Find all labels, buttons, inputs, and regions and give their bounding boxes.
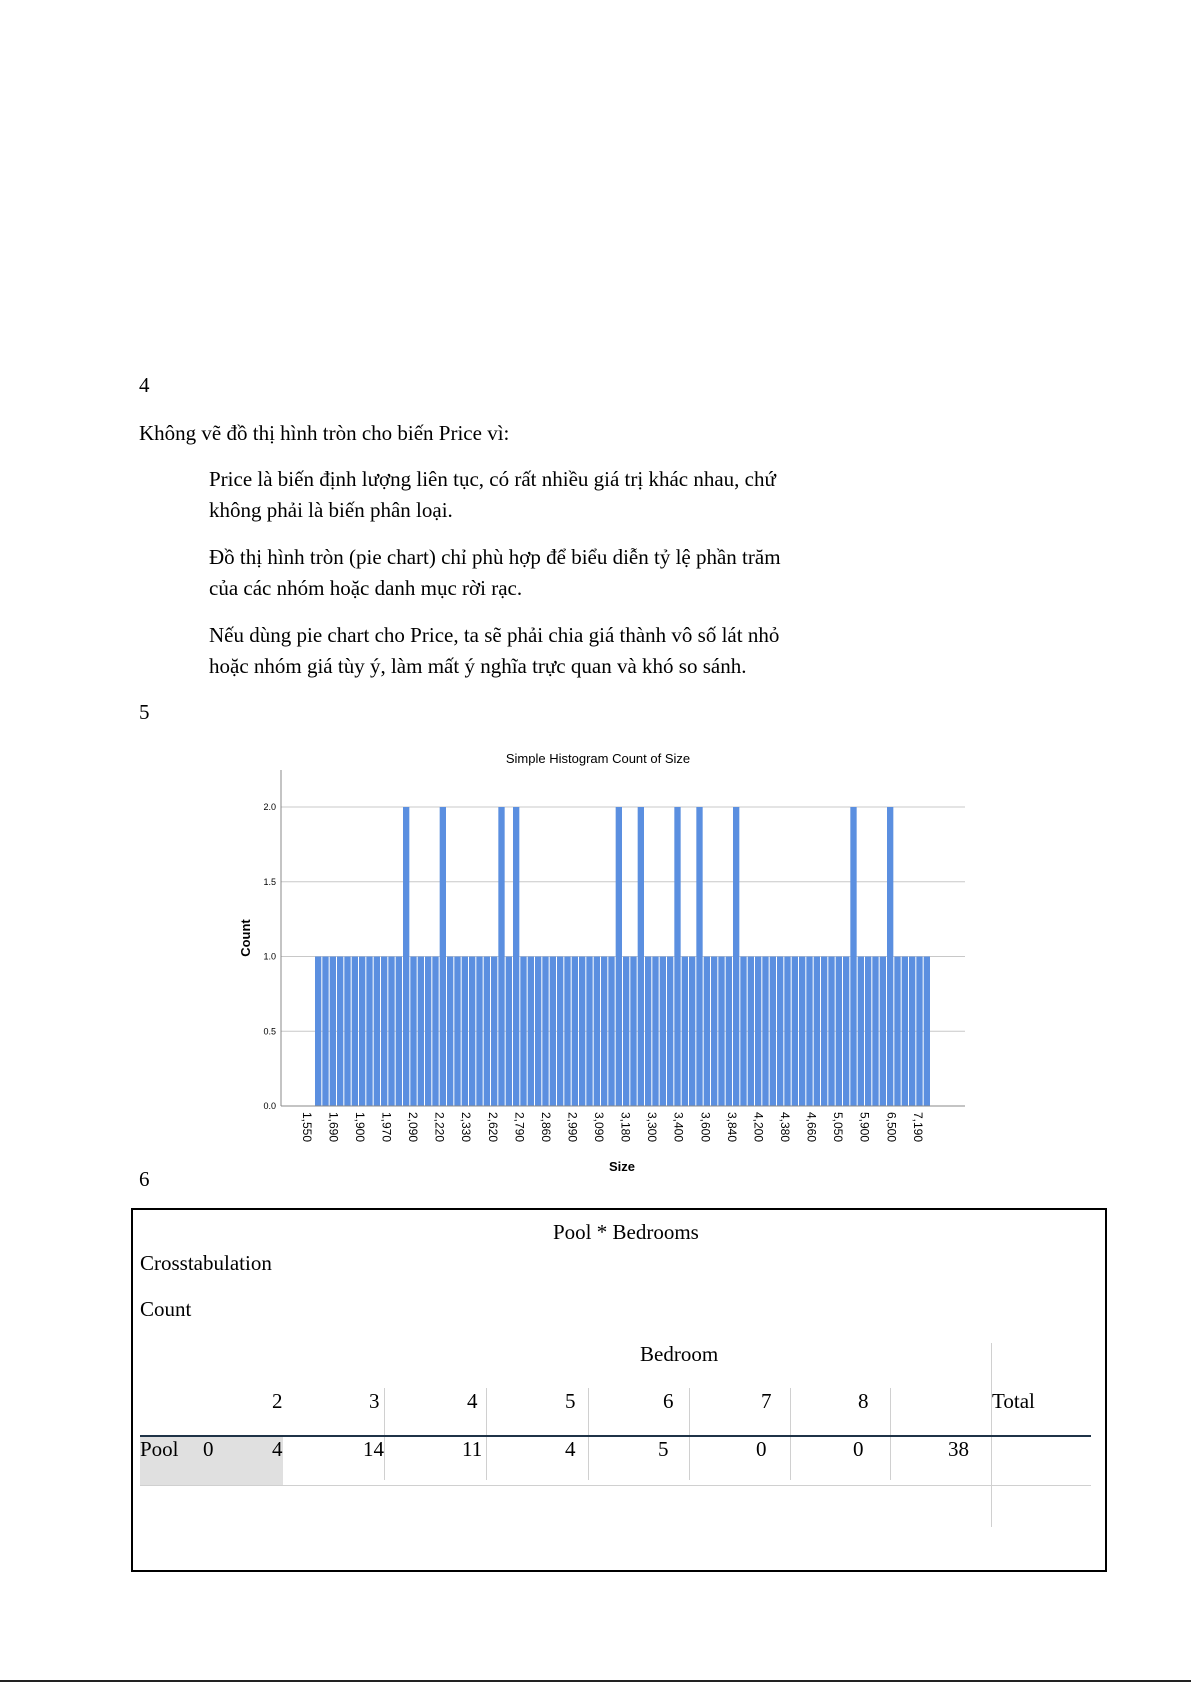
histogram-bar bbox=[322, 957, 328, 1107]
histogram-bar bbox=[887, 807, 893, 1106]
histogram-bar bbox=[645, 957, 651, 1107]
histogram-bar bbox=[608, 957, 614, 1107]
histogram-bar bbox=[689, 957, 695, 1107]
x-tick-label: 3,600 bbox=[698, 1112, 713, 1143]
histogram-bar bbox=[836, 957, 842, 1107]
crosstab-subtitle: Crosstabulation bbox=[140, 1251, 272, 1275]
page-bottom-edge bbox=[0, 1680, 1191, 1682]
histogram-chart bbox=[220, 740, 980, 1180]
column-header-7: 7 bbox=[761, 1389, 772, 1413]
bullet-3-line-2: hoặc nhóm giá tùy ý, làm mất ý nghĩa trực quan và khó so sánh. bbox=[209, 654, 747, 678]
x-tick-label: 7,190 bbox=[910, 1112, 925, 1143]
histogram-bar bbox=[924, 957, 930, 1107]
histogram-bar bbox=[410, 957, 416, 1107]
section-number-6: 6 bbox=[139, 1167, 150, 1191]
histogram-bar bbox=[374, 957, 380, 1107]
crosstab-title: Pool * Bedrooms bbox=[553, 1220, 699, 1244]
section-4-intro: Không vẽ đồ thị hình tròn cho biến Price vì: bbox=[139, 421, 510, 445]
crosstab-table bbox=[131, 1208, 1107, 1572]
histogram-bar bbox=[850, 807, 856, 1106]
histogram-bar bbox=[814, 957, 820, 1107]
histogram-bar bbox=[726, 957, 732, 1107]
histogram-bar bbox=[352, 957, 358, 1107]
x-tick-label: 4,660 bbox=[804, 1112, 819, 1143]
histogram-bar bbox=[843, 957, 849, 1107]
table-cell: 11 bbox=[462, 1437, 483, 1461]
x-tick-label: 2,860 bbox=[538, 1112, 553, 1143]
chart-title: Simple Histogram Count of Size bbox=[505, 751, 691, 766]
histogram-bar bbox=[762, 957, 768, 1107]
histogram-bar bbox=[586, 957, 592, 1107]
histogram-bar bbox=[454, 957, 460, 1107]
column-header-total: Total bbox=[992, 1389, 1035, 1413]
x-tick-label: 4,380 bbox=[778, 1112, 793, 1143]
histogram-bar bbox=[718, 957, 724, 1107]
histogram-bar bbox=[498, 807, 504, 1106]
histogram-bar bbox=[440, 807, 446, 1106]
x-tick-label: 2,990 bbox=[565, 1112, 580, 1143]
x-tick-label: 2,790 bbox=[512, 1112, 527, 1143]
row-rule bbox=[140, 1485, 1091, 1486]
histogram-bar bbox=[865, 957, 871, 1107]
column-divider bbox=[790, 1388, 791, 1480]
histogram-bar bbox=[366, 957, 372, 1107]
histogram-bar bbox=[447, 957, 453, 1107]
histogram-bar bbox=[601, 957, 607, 1107]
x-tick-label: 6,500 bbox=[884, 1112, 899, 1143]
bullet-3-line-1: Nếu dùng pie chart cho Price, ta sẽ phải chia giá thành vô số lát nhỏ bbox=[209, 623, 780, 647]
histogram-bar bbox=[902, 957, 908, 1107]
section-number-4: 4 bbox=[139, 373, 150, 397]
histogram-bar bbox=[564, 957, 570, 1107]
histogram-bar bbox=[696, 807, 702, 1106]
histogram-bar bbox=[667, 957, 673, 1107]
histogram-bar bbox=[476, 957, 482, 1107]
x-tick-label: 2,330 bbox=[459, 1112, 474, 1143]
histogram-bar bbox=[418, 957, 424, 1107]
histogram-bar bbox=[432, 957, 438, 1107]
histogram-bar bbox=[909, 957, 915, 1107]
y-tick-label: 1.5 bbox=[263, 876, 276, 887]
table-cell: 14 bbox=[363, 1437, 384, 1461]
histogram-bar bbox=[740, 957, 746, 1107]
x-tick-label: 3,090 bbox=[592, 1112, 607, 1143]
section-number-5: 5 bbox=[139, 700, 150, 724]
x-tick-label: 1,970 bbox=[379, 1112, 394, 1143]
histogram-bar bbox=[638, 807, 644, 1106]
column-header-2: 2 bbox=[272, 1389, 283, 1413]
column-divider bbox=[689, 1388, 690, 1480]
column-divider bbox=[588, 1388, 589, 1480]
histogram-bar bbox=[748, 957, 754, 1107]
bullet-1-line-2: không phải là biến phân loại. bbox=[209, 498, 453, 522]
histogram-bar bbox=[894, 957, 900, 1107]
x-tick-label: 2,090 bbox=[406, 1112, 421, 1143]
column-header-5: 5 bbox=[565, 1389, 576, 1413]
histogram-bar bbox=[469, 957, 475, 1107]
x-tick-label: 3,400 bbox=[671, 1112, 686, 1143]
x-tick-label: 1,690 bbox=[326, 1112, 341, 1143]
histogram-bar bbox=[542, 957, 548, 1107]
column-divider bbox=[384, 1388, 385, 1480]
histogram-bar bbox=[792, 957, 798, 1107]
x-tick-label: 1,550 bbox=[299, 1112, 314, 1143]
column-header-8: 8 bbox=[858, 1389, 869, 1413]
x-tick-label: 2,220 bbox=[432, 1112, 447, 1143]
x-tick-label: 3,180 bbox=[618, 1112, 633, 1143]
histogram-bar bbox=[396, 957, 402, 1107]
column-divider bbox=[890, 1388, 891, 1480]
histogram-bar bbox=[462, 957, 468, 1107]
histogram-bar bbox=[623, 957, 629, 1107]
histogram-bar bbox=[579, 957, 585, 1107]
y-tick-label: 0.0 bbox=[263, 1101, 276, 1111]
x-tick-label: 4,200 bbox=[751, 1112, 766, 1143]
histogram-bar bbox=[821, 957, 827, 1107]
x-tick-label: 5,050 bbox=[831, 1112, 846, 1143]
bullet-2-line-2: của các nhóm hoặc danh mục rời rạc. bbox=[209, 576, 523, 600]
table-cell: 38 bbox=[948, 1437, 969, 1461]
table-cell: 0 bbox=[853, 1437, 864, 1461]
histogram-bar bbox=[513, 807, 519, 1106]
row-label-pool: Pool bbox=[140, 1437, 179, 1461]
histogram-bar bbox=[484, 957, 490, 1107]
column-header-4: 4 bbox=[467, 1389, 478, 1413]
x-tick-label: 3,300 bbox=[645, 1112, 660, 1143]
crosstab-count-label: Count bbox=[140, 1297, 192, 1321]
histogram-bar bbox=[403, 807, 409, 1106]
x-tick-label: 2,620 bbox=[485, 1112, 500, 1143]
histogram-bar bbox=[337, 957, 343, 1107]
table-cell: 4 bbox=[272, 1437, 283, 1461]
x-tick-label: 1,900 bbox=[352, 1112, 367, 1143]
row-value-0: 0 bbox=[203, 1437, 214, 1461]
histogram-bar bbox=[733, 807, 739, 1106]
histogram-bar bbox=[388, 957, 394, 1107]
histogram-bar bbox=[828, 957, 834, 1107]
crosstab-group-header: Bedroom bbox=[640, 1342, 719, 1366]
histogram-bar bbox=[425, 957, 431, 1107]
histogram-bar bbox=[572, 957, 578, 1107]
histogram-bar bbox=[660, 957, 666, 1107]
histogram-bar bbox=[858, 957, 864, 1107]
histogram-bar bbox=[916, 957, 922, 1107]
histogram-bar bbox=[315, 957, 321, 1107]
bullet-2-line-1: Đồ thị hình tròn (pie chart) chỉ phù hợp để biểu diễn tỷ lệ phần trăm bbox=[209, 545, 781, 569]
histogram-bar bbox=[806, 957, 812, 1107]
histogram-bar bbox=[770, 957, 776, 1107]
table-cell: 5 bbox=[658, 1437, 669, 1461]
table-cell: 4 bbox=[565, 1437, 576, 1461]
y-tick-label: 2.0 bbox=[263, 802, 276, 812]
y-tick-label: 1.0 bbox=[263, 951, 276, 962]
histogram-bar bbox=[682, 957, 688, 1107]
histogram-bar bbox=[528, 957, 534, 1107]
x-tick-label: 5,900 bbox=[857, 1112, 872, 1143]
y-tick-label: 0.5 bbox=[263, 1026, 276, 1037]
histogram-bar bbox=[344, 957, 350, 1107]
column-divider bbox=[486, 1388, 487, 1480]
histogram-bar bbox=[557, 957, 563, 1107]
histogram-bar bbox=[359, 957, 365, 1107]
histogram-bar bbox=[711, 957, 717, 1107]
histogram-bar bbox=[535, 957, 541, 1107]
histogram-bar bbox=[704, 957, 710, 1107]
histogram-bar bbox=[381, 957, 387, 1107]
histogram-bar bbox=[674, 807, 680, 1106]
bullet-1-line-1: Price là biến định lượng liên tục, có rất nhiều giá trị khác nhau, chứ bbox=[209, 467, 776, 491]
histogram-bar bbox=[777, 957, 783, 1107]
y-axis-label: Count bbox=[238, 919, 253, 957]
histogram-bar bbox=[880, 957, 886, 1107]
table-cell: 0 bbox=[756, 1437, 767, 1461]
column-header-3: 3 bbox=[369, 1389, 380, 1413]
histogram-bar bbox=[330, 957, 336, 1107]
histogram-bar bbox=[506, 957, 512, 1107]
histogram-bar bbox=[799, 957, 805, 1107]
histogram-bar bbox=[491, 957, 497, 1107]
histogram-bar bbox=[755, 957, 761, 1107]
column-header-6: 6 bbox=[663, 1389, 674, 1413]
x-axis-label: Size bbox=[608, 1159, 636, 1174]
histogram-bar bbox=[784, 957, 790, 1107]
x-tick-label: 3,840 bbox=[724, 1112, 739, 1143]
histogram-bar bbox=[872, 957, 878, 1107]
histogram-bar bbox=[520, 957, 526, 1107]
histogram-bar bbox=[594, 957, 600, 1107]
histogram-bar bbox=[652, 957, 658, 1107]
histogram-bar bbox=[616, 807, 622, 1106]
histogram-bar bbox=[630, 957, 636, 1107]
histogram-bar bbox=[550, 957, 556, 1107]
